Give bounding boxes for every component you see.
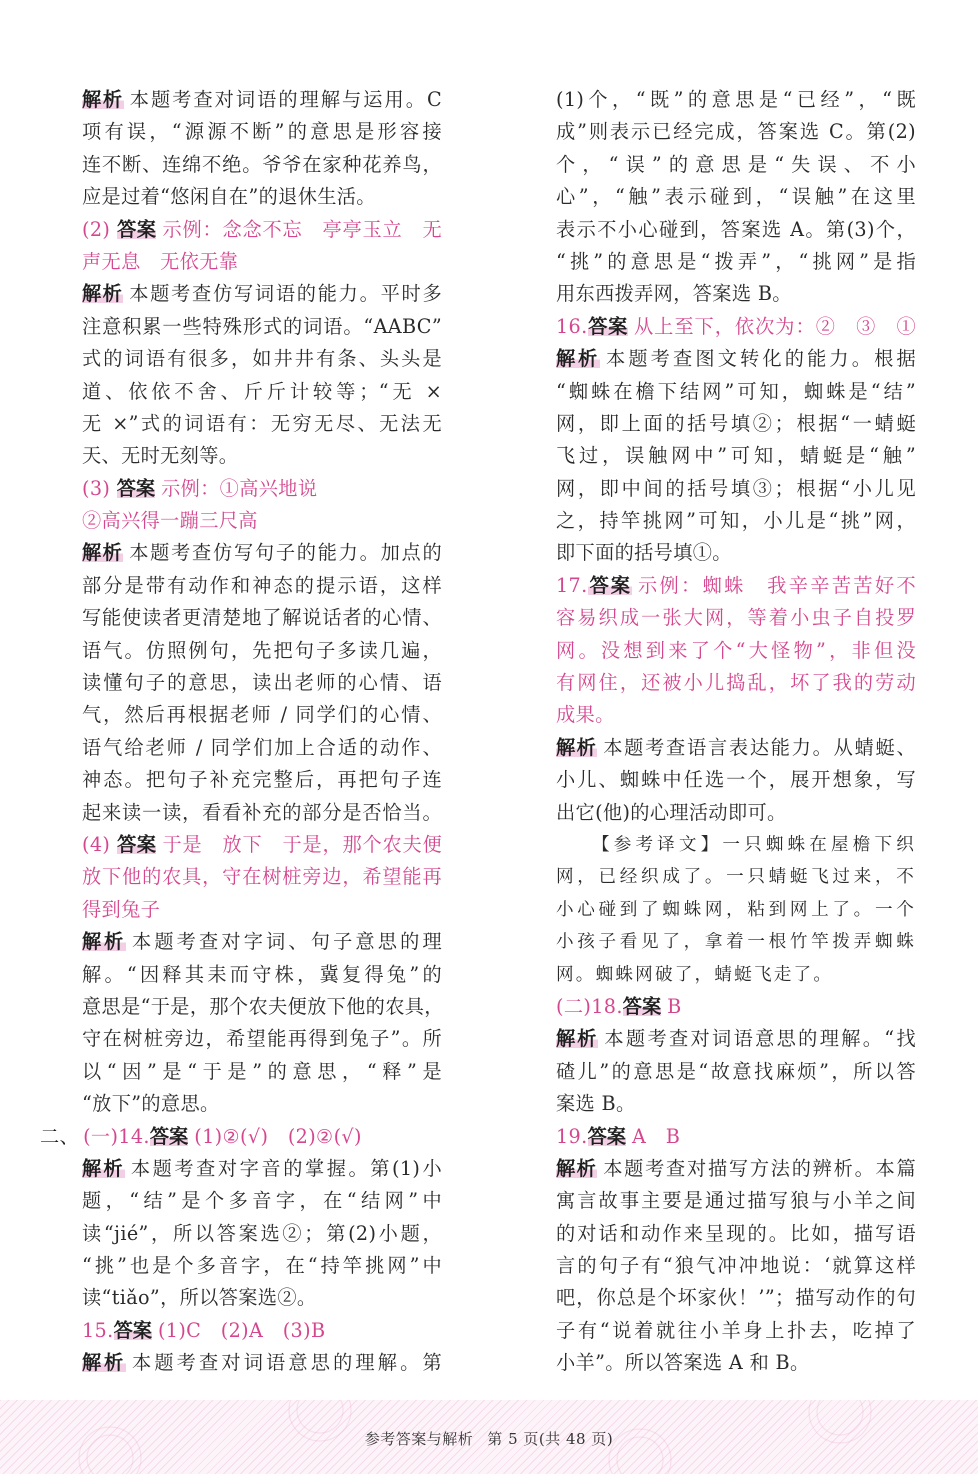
analysis-label: 解析 [82, 282, 124, 306]
page-number: 第 5 页(共 48 页) [487, 1430, 614, 1448]
answer-label: 答案 [113, 1318, 152, 1342]
answer-text: 示例：①高兴地说 [161, 476, 318, 500]
left-column [40, 84, 444, 1380]
q14: 二、 (一)14.答案 (1)②(√) (2)②(√) 解析 本题考查对字音的掌握。第(1)小 题，“结”是个多音字，在“结网”中 读“jié”，所以答案选②；第(2)小题， “挑”也是个多音字，在“持竿挑网”中 读“tiǎo”，所以答案选②。 [40, 1124, 443, 1310]
q13-4: (4) 答案 于是 放下 于是，那个农夫便 放下他的农具，守在树桩旁边，希望能再 得到兔子 解析 本题考查对字词、句子意思的理 解。“因释其耒而守株，冀复得兔”的 意思是“于是，那个农夫便放下他的农具， 守在树桩旁边，希望能再得到兔子”。所 以“因”是“于是”的意思，“释”是 “放下”的意思。 [82, 832, 444, 1116]
q17: 17.答案 示例：蜘蛛 我辛辛苦苦好不 容易织成一张大网，等着小虫子自投罗 网。没想到来了个“大怪物”，非但没 有网住，还被小儿捣乱，坏了我的劳动 成果。 解析 本题考查语言表达能力。从蜻蜓、 小儿、蜘蛛中任选一个，展开想象，写 出它(他)的心理活动即可。 [556, 573, 917, 824]
q18: (二)18.答案 B 解析 本题考查对词语意思的理解。“找 碴儿”的意思是“故意找麻烦”，所以答 案选 B。 [556, 994, 917, 1116]
answer-label: 答案 [587, 1124, 626, 1148]
answer-text: B [667, 994, 682, 1018]
answer-label: 答案 [117, 832, 157, 856]
q19: 19.答案 A B 解析 本题考查对描写方法的辨析。本篇 寓言故事主要是通过描写狼与小羊之间 的对话和动作来呈现的。比如，描写语 言的句子有“狼气冲冲地说：‘就算这样 吧，你总是个坏家伙！’”；描写动作的句 子有“说着就往小羊身上扑去，吃掉了 小羊”。所以答案选 A 和 B。 [556, 1124, 917, 1375]
q15-continued: (1)个，“既”的意思是“已经”，“既 成”则表示已经完成，答案选 C。第(2) 个，“误”的意思是“失误、不小 心”，“触”表示碰到，“误触”在这里 表示不小心碰到，答案选 A。第(3)个， “挑”的意思是“拨弄”，“挑网”是指 用东西拨弄网，答案选 B。 [556, 88, 916, 306]
answer-text: 于是 放下 于是，那个农夫便 [162, 832, 443, 856]
answer-label: 答案 [116, 476, 156, 500]
answer-text: (1)②(√) (2)②(√) [194, 1124, 362, 1148]
answer-label: 答案 [587, 314, 628, 338]
answer-label: 答案 [149, 1124, 189, 1148]
answer-label: 答案 [117, 217, 157, 241]
answer-text: 示例：念念不忘 亭亭玉立 无 [162, 217, 443, 241]
right-column [556, 84, 916, 1380]
answer-text: 示例：蜘蛛 我辛辛苦苦好不 [637, 573, 916, 597]
q13-3: (3) 答案 示例：①高兴地说 ②高兴得一蹦三尺高 解析 本题考查仿写句子的能力。加点的 部分是带有动作和神态的提示语，这样 写能使读者更清楚地了解说话者的心情、 语气。仿照例句，先把句子多读几遍， 读懂句子的意思，读出老师的心情、语 气，然后再根据老师 / 同学们的心情、 语气给老师 / 同学们加上合适的动作、 神态。把句子补充完整后，再把句子连 起来读一读，看看补充的部分是否恰当。 [82, 476, 443, 824]
analysis-label: 解析 [82, 541, 124, 565]
analysis-label: 解析 [556, 1156, 598, 1180]
footer-title: 参考答案与解析 [364, 1430, 474, 1448]
analysis-label: 解析 [82, 1156, 125, 1180]
analysis-label: 解析 [556, 1027, 599, 1051]
q16: 16.答案 从上至下，依次为：② ③ ① 解析 本题考查图文转化的能力。根据 “蜘蛛在檐下结网”可知，蜘蛛是“结” 网，即上面的括号填②；根据“一蜻蜓 飞过，误触网中”可知，蜻蜓是“触” 网，即中间的括号填③；根据“小儿见 之，持竿挑网”可知，小儿是“挑”网， 即下面的括号填①。 [556, 314, 917, 565]
footer-text [0, 1428, 978, 1449]
answer-text: A B [631, 1124, 681, 1148]
answer-text: 从上至下，依次为：② ③ ① [633, 314, 917, 338]
analysis-label: 解析 [556, 347, 600, 371]
analysis-label: 解析 [556, 735, 598, 759]
answer-label: 答案 [587, 573, 632, 597]
analysis-label: 解析 [82, 1351, 126, 1375]
q13-1-analysis: 解析 本题考查对词语的理解与运用。C 项有误，“源源不断”的意思是形容接 连不断、连绵不绝。爷爷在家种花养鸟， 应是过着“悠闲自在”的退休生活。 [82, 88, 443, 209]
answer-label: 答案 [622, 994, 662, 1018]
section-heading: 二、 [40, 1124, 80, 1148]
q15: 15.答案 (1)C (2)A (3)B 解析 本题考查对词语意思的理解。第 [82, 1318, 443, 1375]
analysis-label: 解析 [82, 88, 124, 111]
reference-translation: 【参考译文】一只蜘蛛在屋檐下织 网，已经织成了。一只蜻蜓飞过来，不 小心碰到了蜘蛛网，粘到网上了。一个 小孩子看见了，拿着一根竹竿拨弄蜘蛛 网。蜘蛛网破了，蜻蜓飞走了。 [556, 834, 916, 985]
answer-text: (1)C (2)A (3)B [157, 1318, 326, 1342]
analysis-label: 解析 [82, 930, 126, 954]
q13-2: (2) 答案 示例：念念不忘 亭亭玉立 无 声无息 无依无靠 解析 本题考查仿写词语的能力。平时多 注意积累一些特殊形式的词语。“AABC” 式的词语有很多，如井井有条、头头是 道、依依不舍、斤斤计较等；“无 × 无 ×”式的词语有：无穷无尽、无法无 天、无时无刻等。 [82, 217, 443, 468]
page-footer [0, 1400, 978, 1474]
